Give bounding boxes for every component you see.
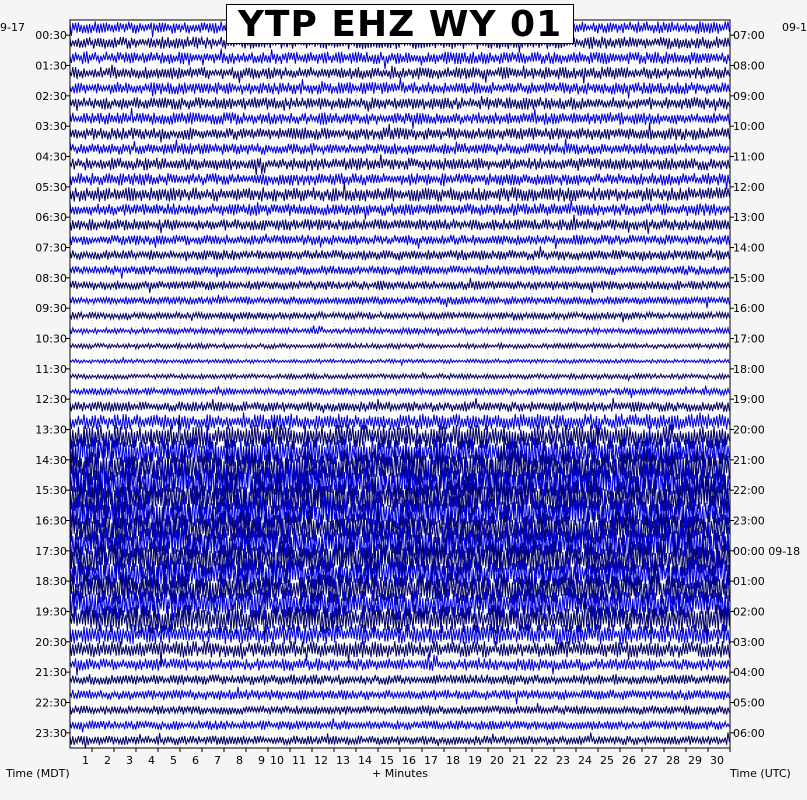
left-time-label: 16:30 bbox=[35, 514, 67, 528]
left-time-label: 14:30 bbox=[35, 453, 67, 467]
x-tick-label: 20 bbox=[490, 754, 504, 767]
right-time-label: 18:00 bbox=[733, 362, 765, 376]
left-time-label: 18:30 bbox=[35, 575, 67, 589]
left-time-label: 05:30 bbox=[35, 180, 67, 194]
x-tick-label: 30 bbox=[710, 754, 724, 767]
right-time-label: 01:00 bbox=[733, 575, 765, 589]
right-time-label: 16:00 bbox=[733, 302, 765, 316]
right-time-label: 11:00 bbox=[733, 150, 765, 164]
x-tick-label: 6 bbox=[192, 754, 199, 767]
right-time-label: 06:00 bbox=[733, 726, 765, 740]
x-tick-label: 4 bbox=[148, 754, 155, 767]
right-time-label: 05:00 bbox=[733, 696, 765, 710]
x-tick-label: 29 bbox=[688, 754, 702, 767]
left-time-label: 06:30 bbox=[35, 211, 67, 225]
x-tick-label: 10 bbox=[270, 754, 284, 767]
x-tick-label: 23 bbox=[556, 754, 570, 767]
right-time-label: 19:00 bbox=[733, 393, 765, 407]
left-time-label: 17:30 bbox=[35, 544, 67, 558]
x-tick-label: 28 bbox=[666, 754, 680, 767]
utc-date-label: 09-1 bbox=[782, 21, 807, 34]
right-time-label: 12:00 bbox=[733, 180, 765, 194]
x-tick-label: 11 bbox=[292, 754, 306, 767]
x-tick-label: 15 bbox=[380, 754, 394, 767]
left-time-label: 07:30 bbox=[35, 241, 67, 255]
right-time-label: 03:00 bbox=[733, 635, 765, 649]
left-time-label: 22:30 bbox=[35, 696, 67, 710]
x-tick-label: 21 bbox=[512, 754, 526, 767]
x-tick-label: 12 bbox=[314, 754, 328, 767]
left-time-label: 21:30 bbox=[35, 666, 67, 680]
x-tick-label: 24 bbox=[578, 754, 592, 767]
x-axis-title: + Minutes bbox=[372, 767, 429, 780]
x-tick-label: 22 bbox=[534, 754, 548, 767]
left-time-label: 04:30 bbox=[35, 150, 67, 164]
right-time-label: 14:00 bbox=[733, 241, 765, 255]
x-tick-label: 13 bbox=[336, 754, 350, 767]
right-time-label: 22:00 bbox=[733, 484, 765, 498]
right-time-label: 13:00 bbox=[733, 211, 765, 225]
right-time-label: 09:00 bbox=[733, 89, 765, 103]
left-time-label: 01:30 bbox=[35, 59, 67, 73]
right-time-label: 15:00 bbox=[733, 271, 765, 285]
right-time-label: 17:00 bbox=[733, 332, 765, 346]
left-axis-title: Time (MDT) bbox=[6, 767, 70, 780]
left-time-label: 15:30 bbox=[35, 484, 67, 498]
x-tick-label: 2 bbox=[104, 754, 111, 767]
left-time-label: 20:30 bbox=[35, 635, 67, 649]
left-time-label: 00:30 bbox=[35, 29, 67, 43]
x-tick-label: 26 bbox=[622, 754, 636, 767]
left-time-label: 09:30 bbox=[35, 302, 67, 316]
right-time-label: 04:00 bbox=[733, 666, 765, 680]
left-time-label: 08:30 bbox=[35, 271, 67, 285]
start-date-label: 9-17 bbox=[0, 21, 25, 34]
right-time-label: 00:00 09-18 bbox=[733, 544, 801, 558]
left-time-label: 19:30 bbox=[35, 605, 67, 619]
x-tick-label: 27 bbox=[644, 754, 658, 767]
x-tick-label: 9 bbox=[258, 754, 265, 767]
right-time-label: 21:00 bbox=[733, 453, 765, 467]
left-time-label: 11:30 bbox=[35, 362, 67, 376]
x-tick-label: 7 bbox=[214, 754, 221, 767]
left-time-label: 23:30 bbox=[35, 726, 67, 740]
chart-title: YTP EHZ WY 01 bbox=[226, 4, 574, 44]
x-tick-label: 16 bbox=[402, 754, 416, 767]
left-time-label: 13:30 bbox=[35, 423, 67, 437]
x-tick-label: 1 bbox=[82, 754, 89, 767]
x-tick-label: 3 bbox=[126, 754, 133, 767]
right-time-label: 07:00 bbox=[733, 29, 765, 43]
x-tick-label: 8 bbox=[236, 754, 243, 767]
right-time-label: 10:00 bbox=[733, 120, 765, 134]
x-tick-label: 18 bbox=[446, 754, 460, 767]
right-time-label: 20:00 bbox=[733, 423, 765, 437]
x-tick-label: 14 bbox=[358, 754, 372, 767]
right-time-label: 08:00 bbox=[733, 59, 765, 73]
x-tick-label: 19 bbox=[468, 754, 482, 767]
right-time-label: 02:00 bbox=[733, 605, 765, 619]
left-time-label: 12:30 bbox=[35, 393, 67, 407]
left-time-label: 10:30 bbox=[35, 332, 67, 346]
x-tick-label: 17 bbox=[424, 754, 438, 767]
x-tick-label: 5 bbox=[170, 754, 177, 767]
right-time-label: 23:00 bbox=[733, 514, 765, 528]
left-time-label: 02:30 bbox=[35, 89, 67, 103]
right-axis-title: Time (UTC) bbox=[730, 767, 791, 780]
x-tick-label: 25 bbox=[600, 754, 614, 767]
left-time-label: 03:30 bbox=[35, 120, 67, 134]
